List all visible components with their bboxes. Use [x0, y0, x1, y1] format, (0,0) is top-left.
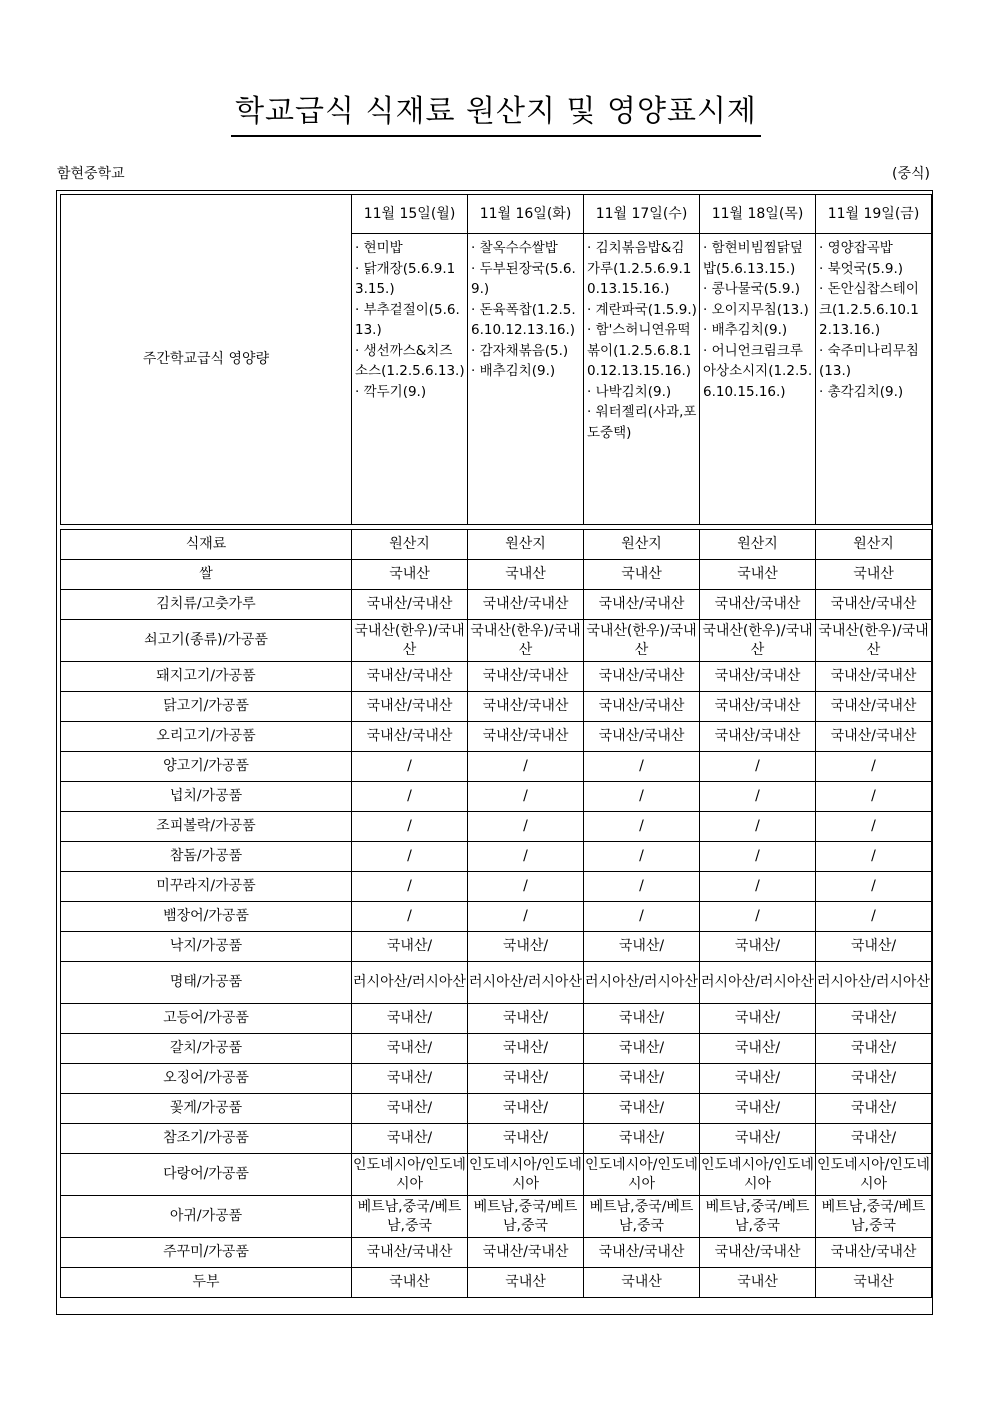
ingredient-name: 넙치/가공품	[61, 782, 352, 812]
origin-value: 인도네시아/인도네시아	[584, 1154, 700, 1196]
menu-item: · 북엇국(5.9.)	[819, 260, 903, 277]
origin-value: 국내산/국내산	[700, 722, 816, 752]
ingredient-name: 오징어/가공품	[61, 1064, 352, 1094]
day-header: 11월 15일(월)	[352, 195, 468, 234]
origin-value: 국내산/국내산	[584, 692, 700, 722]
origin-value: 베트남,중국/베트남,중국	[700, 1196, 816, 1238]
origin-value: 국내산/	[700, 1004, 816, 1034]
origin-value: 러시아산/러시아산	[816, 962, 932, 1004]
menu-label-cell	[61, 195, 352, 525]
ingredient-name: 뱀장어/가공품	[61, 902, 352, 932]
menu-item: · 숙주미나리무침(13.)	[819, 342, 919, 379]
table-row	[61, 1196, 932, 1238]
origin-value: 국내산/	[816, 1094, 932, 1124]
menu-item: · 김치볶음밥&김가루(1.2.5.6.9.10.13.15.16.)	[587, 240, 692, 297]
menu-item: · 계란파국(1.5.9.)	[587, 301, 697, 318]
origin-value: 국내산/국내산	[584, 722, 700, 752]
origin-value: 국내산	[584, 1268, 700, 1298]
origin-value: /	[352, 782, 468, 812]
origin-value: 국내산/	[468, 1064, 584, 1094]
origin-header-row	[61, 530, 932, 560]
origin-value: /	[816, 782, 932, 812]
origin-value: 국내산	[468, 1268, 584, 1298]
table-row	[61, 1094, 932, 1124]
table-row	[61, 1154, 932, 1196]
origin-value: 인도네시아/인도네시아	[468, 1154, 584, 1196]
origin-value: 국내산/	[584, 1034, 700, 1064]
origin-value: 국내산(한우)/국내산	[468, 620, 584, 662]
origin-value: 국내산/	[468, 1124, 584, 1154]
origin-value: 국내산	[700, 1268, 816, 1298]
table-row	[61, 752, 932, 782]
origin-value: /	[700, 872, 816, 902]
origin-value: 국내산(한우)/국내산	[352, 620, 468, 662]
origin-value: 국내산/국내산	[352, 590, 468, 620]
origin-value: /	[468, 782, 584, 812]
origin-value: 국내산/국내산	[352, 1238, 468, 1268]
origin-value: /	[816, 872, 932, 902]
table-row	[61, 932, 932, 962]
origin-value: 국내산/국내산	[468, 692, 584, 722]
origin-value: 국내산/국내산	[352, 662, 468, 692]
ingredient-name: 양고기/가공품	[61, 752, 352, 782]
origin-value: 베트남,중국/베트남,중국	[584, 1196, 700, 1238]
origin-value: 국내산	[816, 560, 932, 590]
table-row	[61, 692, 932, 722]
origin-value: 국내산/국내산	[816, 1238, 932, 1268]
origin-value: 국내산/	[468, 1034, 584, 1064]
ingredient-name: 명태/가공품	[61, 962, 352, 1004]
origin-value: 국내산/국내산	[700, 590, 816, 620]
origin-value: 국내산/	[584, 1124, 700, 1154]
ingredient-name: 낙지/가공품	[61, 932, 352, 962]
menu-item: · 오이지무침(13.)	[703, 301, 809, 318]
origin-value: 국내산	[700, 560, 816, 590]
origin-value: 국내산/	[816, 932, 932, 962]
origin-value: /	[468, 812, 584, 842]
ingredient-name: 김치류/고춧가루	[61, 590, 352, 620]
origin-value: 국내산/	[584, 1064, 700, 1094]
origin-value: 국내산/국내산	[816, 692, 932, 722]
menu-item: · 나박김치(9.)	[587, 383, 672, 400]
menu-label-line: 학교급식 영양량	[169, 351, 270, 367]
origin-value: 국내산/국내산	[468, 662, 584, 692]
origin-value: 국내산/	[584, 1094, 700, 1124]
origin-value: 국내산/국내산	[816, 662, 932, 692]
origin-value: 국내산/국내산	[468, 590, 584, 620]
menu-item: · 부추겉절이(5.6.13.)	[355, 301, 460, 338]
table-row	[61, 782, 932, 812]
origin-value: 베트남,중국/베트남,중국	[816, 1196, 932, 1238]
table-row	[61, 812, 932, 842]
origin-value: 국내산/	[352, 1124, 468, 1154]
table-row	[61, 872, 932, 902]
origin-value: 국내산/국내산	[468, 722, 584, 752]
origin-value: 인도네시아/인도네시아	[816, 1154, 932, 1196]
origin-value: 국내산	[584, 560, 700, 590]
origin-value: 국내산/	[700, 1124, 816, 1154]
origin-value: 인도네시아/인도네시아	[352, 1154, 468, 1196]
origin-header: 원산지	[816, 530, 932, 560]
ingredient-name: 쇠고기(종류)/가공품	[61, 620, 352, 662]
table-row	[61, 620, 932, 662]
table-row	[61, 1238, 932, 1268]
ingredient-name: 꽃게/가공품	[61, 1094, 352, 1124]
origin-value: /	[584, 872, 700, 902]
origin-value: 국내산/	[816, 1124, 932, 1154]
origin-table	[60, 194, 932, 1298]
ingredient-name: 조피볼락/가공품	[61, 812, 352, 842]
origin-header: 원산지	[700, 530, 816, 560]
origin-value: /	[700, 782, 816, 812]
table-row	[61, 902, 932, 932]
origin-value: 베트남,중국/베트남,중국	[468, 1196, 584, 1238]
origin-value: 국내산/	[352, 932, 468, 962]
origin-value: 국내산/국내산	[700, 662, 816, 692]
ingredient-name: 쌀	[61, 560, 352, 590]
ingredient-name: 돼지고기/가공품	[61, 662, 352, 692]
day-header: 11월 19일(금)	[816, 195, 932, 234]
origin-value: 국내산/	[700, 1094, 816, 1124]
origin-value: /	[816, 902, 932, 932]
origin-value: 인도네시아/인도네시아	[700, 1154, 816, 1196]
menu-item: · 감자채볶음(5.)	[471, 342, 569, 359]
origin-value: 국내산/국내산	[700, 1238, 816, 1268]
origin-value: 국내산/국내산	[816, 590, 932, 620]
origin-value: /	[468, 752, 584, 782]
origin-value: 국내산/	[700, 1034, 816, 1064]
origin-value: 국내산	[816, 1268, 932, 1298]
origin-value: 국내산/	[584, 1004, 700, 1034]
ingredient-name: 오리고기/가공품	[61, 722, 352, 752]
origin-value: 국내산/	[584, 932, 700, 962]
origin-value: 국내산/	[352, 1064, 468, 1094]
origin-value: /	[700, 902, 816, 932]
ingredient-name: 미꾸라지/가공품	[61, 872, 352, 902]
school-name: 함현중학교	[57, 166, 125, 182]
menu-cell	[352, 234, 468, 525]
menu-item: · 배추김치(9.)	[471, 363, 556, 379]
origin-value: 러시아산/러시아산	[468, 962, 584, 1004]
origin-value: /	[584, 752, 700, 782]
ingredient-name: 닭고기/가공품	[61, 692, 352, 722]
menu-item: · 두부된장국(5.6.9.)	[471, 260, 576, 297]
page-title-wrap	[0, 92, 992, 137]
menu-item: · 돈육폭찹(1.2.5.6.10.12.13.16.)	[471, 301, 576, 338]
day-header: 11월 18일(목)	[700, 195, 816, 234]
menu-item: · 함'스허니연유떡볶이(1.2.5.6.8.10.12.13.15.16.)	[587, 322, 692, 379]
menu-cell	[468, 234, 584, 525]
table-row	[61, 662, 932, 692]
origin-value: /	[816, 812, 932, 842]
origin-header: 원산지	[584, 530, 700, 560]
origin-value: /	[352, 872, 468, 902]
menu-cell	[816, 234, 932, 525]
menu-cell	[584, 234, 700, 525]
origin-value: 국내산/국내산	[584, 1238, 700, 1268]
menu-item: · 찰옥수수쌀밥	[471, 240, 558, 256]
day-header: 11월 16일(화)	[468, 195, 584, 234]
origin-value: 국내산/	[816, 1034, 932, 1064]
meal-type: (중식)	[892, 166, 930, 182]
origin-value: 국내산(한우)/국내산	[700, 620, 816, 662]
origin-value: 국내산/	[700, 1064, 816, 1094]
origin-value: 베트남,중국/베트남,중국	[352, 1196, 468, 1238]
origin-value: /	[816, 752, 932, 782]
ingredient-header: 식재료	[61, 530, 352, 560]
origin-value: 국내산/국내산	[584, 590, 700, 620]
origin-value: /	[816, 842, 932, 872]
menu-item: · 워터젤리(사과,포도중택)	[587, 404, 697, 441]
origin-value: 러시아산/러시아산	[584, 962, 700, 1004]
origin-value: 국내산/	[816, 1004, 932, 1034]
origin-value: /	[468, 872, 584, 902]
origin-value: /	[700, 842, 816, 872]
menu-item: · 어니언크림크루아상소시지(1.2.5.6.10.15.16.)	[703, 342, 813, 400]
origin-value: 국내산	[352, 1268, 468, 1298]
origin-value: 러시아산/러시아산	[700, 962, 816, 1004]
origin-value: /	[352, 842, 468, 872]
ingredient-name: 주꾸미/가공품	[61, 1238, 352, 1268]
table-row	[61, 1034, 932, 1064]
menu-item: · 깍두기(9.)	[355, 383, 427, 400]
menu-item: · 현미밥	[355, 240, 403, 256]
origin-value: /	[352, 812, 468, 842]
menu-label-line: 주간	[142, 351, 170, 367]
origin-value: 국내산(한우)/국내산	[584, 620, 700, 662]
ingredient-name: 참돔/가공품	[61, 842, 352, 872]
origin-value: /	[584, 782, 700, 812]
origin-value: 국내산/	[352, 1094, 468, 1124]
origin-value: 국내산/	[468, 932, 584, 962]
origin-value: 국내산/국내산	[584, 662, 700, 692]
origin-value: /	[584, 902, 700, 932]
origin-value: /	[584, 812, 700, 842]
origin-value: /	[468, 842, 584, 872]
menu-item: · 배추김치(9.)	[703, 322, 788, 338]
origin-value: 국내산/국내산	[468, 1238, 584, 1268]
origin-value: 국내산/국내산	[700, 692, 816, 722]
table-row	[61, 1064, 932, 1094]
origin-value: /	[584, 842, 700, 872]
menu-item: · 닭개장(5.6.9.13.15.)	[355, 260, 456, 297]
origin-value: 국내산/국내산	[352, 722, 468, 752]
origin-header: 원산지	[352, 530, 468, 560]
ingredient-name: 갈치/가공품	[61, 1034, 352, 1064]
table-row	[61, 560, 932, 590]
origin-value: 국내산(한우)/국내산	[816, 620, 932, 662]
origin-value: 러시아산/러시아산	[352, 962, 468, 1004]
menu-item: · 돈안심찹스테이크(1.2.5.6.10.12.13.16.)	[819, 281, 919, 338]
table-row	[61, 962, 932, 1004]
menu-item: · 생선까스&치즈소스(1.2.5.6.13.)	[355, 342, 465, 379]
page-title: 학교급식 식재료 원산지 및 영양표시제	[231, 92, 761, 137]
origin-value: 국내산/국내산	[352, 692, 468, 722]
origin-value: /	[352, 752, 468, 782]
menu-item: · 함현비빔찜닭덮밥(5.6.13.15.)	[703, 240, 803, 277]
table-row	[61, 842, 932, 872]
ingredient-name: 다랑어/가공품	[61, 1154, 352, 1196]
origin-value: 국내산/	[468, 1004, 584, 1034]
origin-value: /	[700, 752, 816, 782]
origin-value: /	[700, 812, 816, 842]
origin-header: 원산지	[468, 530, 584, 560]
table-row	[61, 722, 932, 752]
table-row	[61, 590, 932, 620]
ingredient-name: 고등어/가공품	[61, 1004, 352, 1034]
ingredient-name: 참조기/가공품	[61, 1124, 352, 1154]
origin-value: /	[352, 902, 468, 932]
menu-item: · 총각김치(9.)	[819, 383, 904, 400]
table-row	[61, 1268, 932, 1298]
menu-item: · 영양잡곡밥	[819, 240, 893, 256]
origin-value: 국내산	[352, 560, 468, 590]
menu-item: · 콩나물국(5.9.)	[703, 281, 801, 297]
origin-value: 국내산/	[816, 1064, 932, 1094]
origin-value: 국내산	[468, 560, 584, 590]
day-header: 11월 17일(수)	[584, 195, 700, 234]
day-header-row	[61, 195, 932, 234]
ingredient-name: 두부	[61, 1268, 352, 1298]
origin-value: /	[468, 902, 584, 932]
menu-cell	[700, 234, 816, 525]
origin-value: 국내산/	[352, 1034, 468, 1064]
ingredient-name: 아귀/가공품	[61, 1196, 352, 1238]
origin-value: 국내산/	[700, 932, 816, 962]
table-row	[61, 1124, 932, 1154]
origin-value: 국내산/	[468, 1094, 584, 1124]
origin-value: 국내산/국내산	[816, 722, 932, 752]
table-row	[61, 1004, 932, 1034]
origin-value: 국내산/	[352, 1004, 468, 1034]
